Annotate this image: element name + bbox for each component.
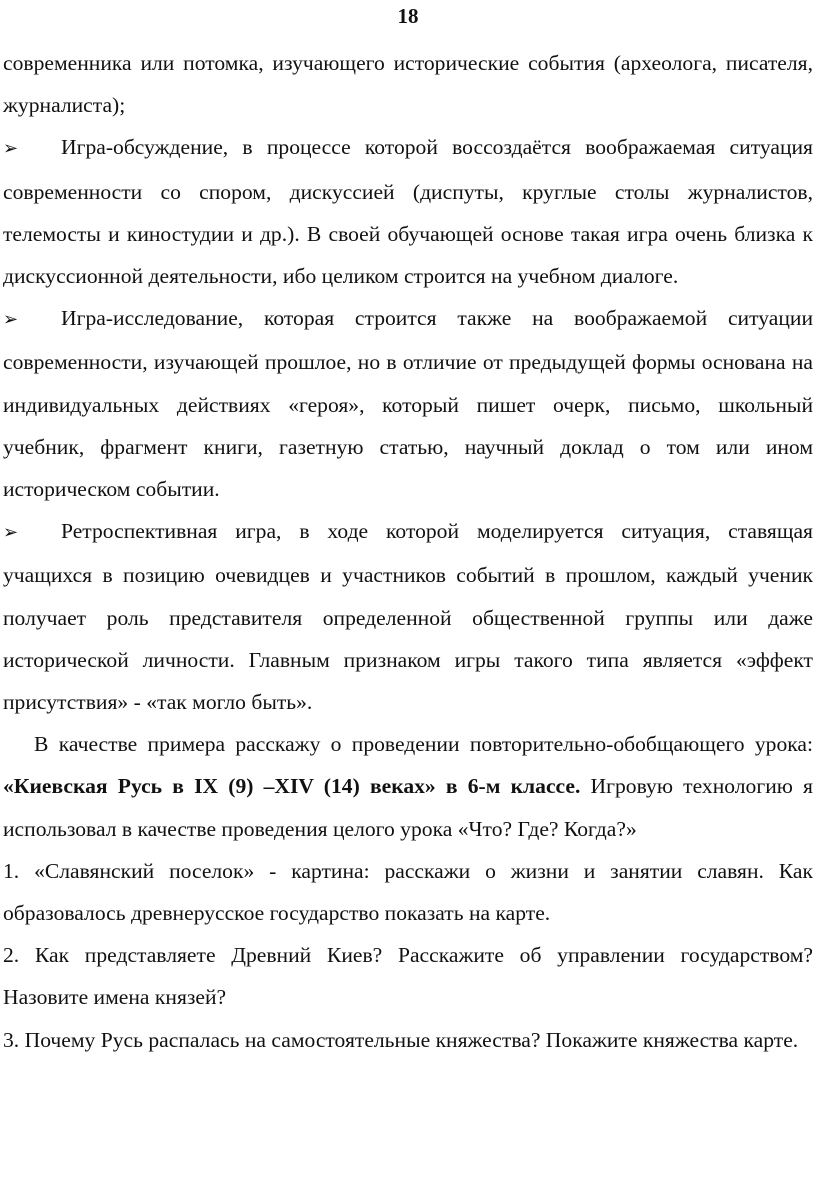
example-continuation-text: Игровую технологию я использовал в качестве проведения целого урока «Что? Где? Когда?» bbox=[3, 774, 813, 841]
list-item-1: 1. «Славянский поселок» - картина: расскажи о жизни и занятии славян. Как образовалось древнерусское государство показать на карте. bbox=[3, 858, 813, 926]
list-item-2: 2. Как представляете Древний Киев? Расскажите об управлении государством? Назовите имена князей? bbox=[3, 943, 813, 1010]
lesson-title: «Киевская Русь в IX (9) –XIV (14) веках» в 6-м классе. bbox=[3, 774, 581, 799]
bullet-paragraph-retrospective bbox=[3, 510, 813, 723]
list-item-3: 3. Почему Русь распалась на самостоятельные княжества? Покажите княжества карте. bbox=[3, 1027, 799, 1052]
arrowhead-bullet-icon: ➢ bbox=[3, 522, 19, 544]
bullet-paragraph-discussion bbox=[3, 126, 813, 297]
page-number: 18 bbox=[397, 4, 419, 28]
bullet-text: Игра-обсуждение, в процессе которой воссоздаётся воображаемая ситуация современности со спором, дискуссией (диспуты, круглые столы журналистов, телемосты и киностудии и др.). В своей обучающей основе такая игра очень близка к дискуссионной деятельности, ибо целиком строится на учебном диалоге. bbox=[3, 135, 813, 289]
bullet-text: Игра-исследование, которая строится также на воображаемой ситуации современности, изучающей прошлое, но в отличие от предыдущей формы основана на индивидуальных действиях «героя», который пишет очерк, письмо, школьный учебник, фрагмент книги, газетную статью, научный доклад о том или ином историческом событии. bbox=[3, 306, 813, 502]
example-paragraph bbox=[3, 723, 813, 850]
bullet-text: Ретроспективная игра, в ходе которой моделируется ситуация, ставящая учащихся в позицию очевидцев и участников событий в прошлом, каждый ученик получает роль представителя определенной общественной группы или даже исторической личности. Главным признаком игры такого типа является «эффект присутствия» - «так могло быть». bbox=[3, 519, 813, 715]
arrowhead-bullet-icon: ➢ bbox=[3, 138, 19, 160]
document-body bbox=[3, 42, 813, 1061]
arrowhead-bullet-icon: ➢ bbox=[3, 309, 19, 331]
example-intro-text: В качестве примера расскажу о проведении повторительно-обобщающего урока: bbox=[34, 732, 813, 757]
bullet-paragraph-research bbox=[3, 297, 813, 510]
continuation-paragraph: современника или потомка, изучающего исторические события (археолога, писателя, журналиста); bbox=[3, 51, 813, 118]
